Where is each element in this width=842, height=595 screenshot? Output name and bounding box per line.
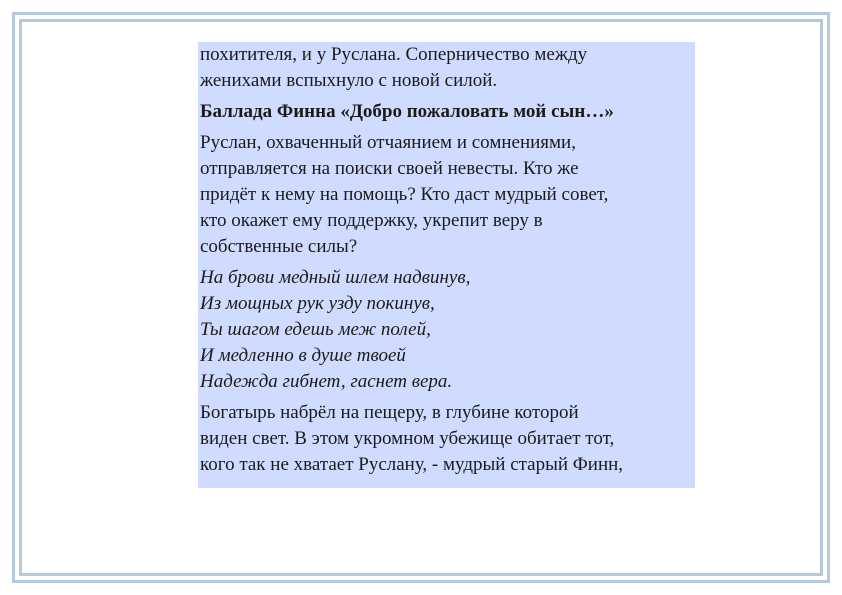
paragraph-cave	[200, 400, 695, 478]
text-line: кого так не хватает Руслану, - мудрый старый Финн,	[200, 454, 624, 475]
text-line: Богатырь набрёл на пещеру, в глубине которой	[200, 402, 579, 423]
section-heading	[200, 99, 695, 125]
poem-stanza	[200, 265, 695, 395]
text-box	[198, 42, 695, 488]
text-line: отправляется на поиски своей невесты. Кто же	[200, 158, 579, 179]
text-line: придёт к нему на помощь? Кто даст мудрый совет,	[200, 184, 609, 205]
text-line: похитителя, и у Руслана. Соперничество между	[200, 44, 588, 65]
heading-line: Баллада Финна «Добро пожаловать мой сын…»	[200, 101, 614, 122]
text-line: женихами вспыхнуло с новой силой.	[200, 70, 498, 91]
text-line: собственные силы?	[200, 236, 358, 257]
paragraph-description	[200, 130, 695, 260]
paragraph-intro	[200, 42, 695, 94]
text-line: виден свет. В этом укромном убежище обитает тот,	[200, 428, 615, 449]
poem-line: Ты шагом едешь меж полей,	[200, 319, 431, 340]
poem-line: Из мощных рук узду покинув,	[200, 293, 435, 314]
poem-line: Надежда гибнет, гаснет вера.	[200, 371, 453, 392]
poem-line: И медленно в душе твоей	[200, 345, 406, 366]
text-line: Руслан, охваченный отчаянием и сомнениями,	[200, 132, 576, 153]
poem-line: На брови медный шлем надвинув,	[200, 267, 471, 288]
text-line: кто окажет ему поддержку, укрепит веру в	[200, 210, 543, 231]
